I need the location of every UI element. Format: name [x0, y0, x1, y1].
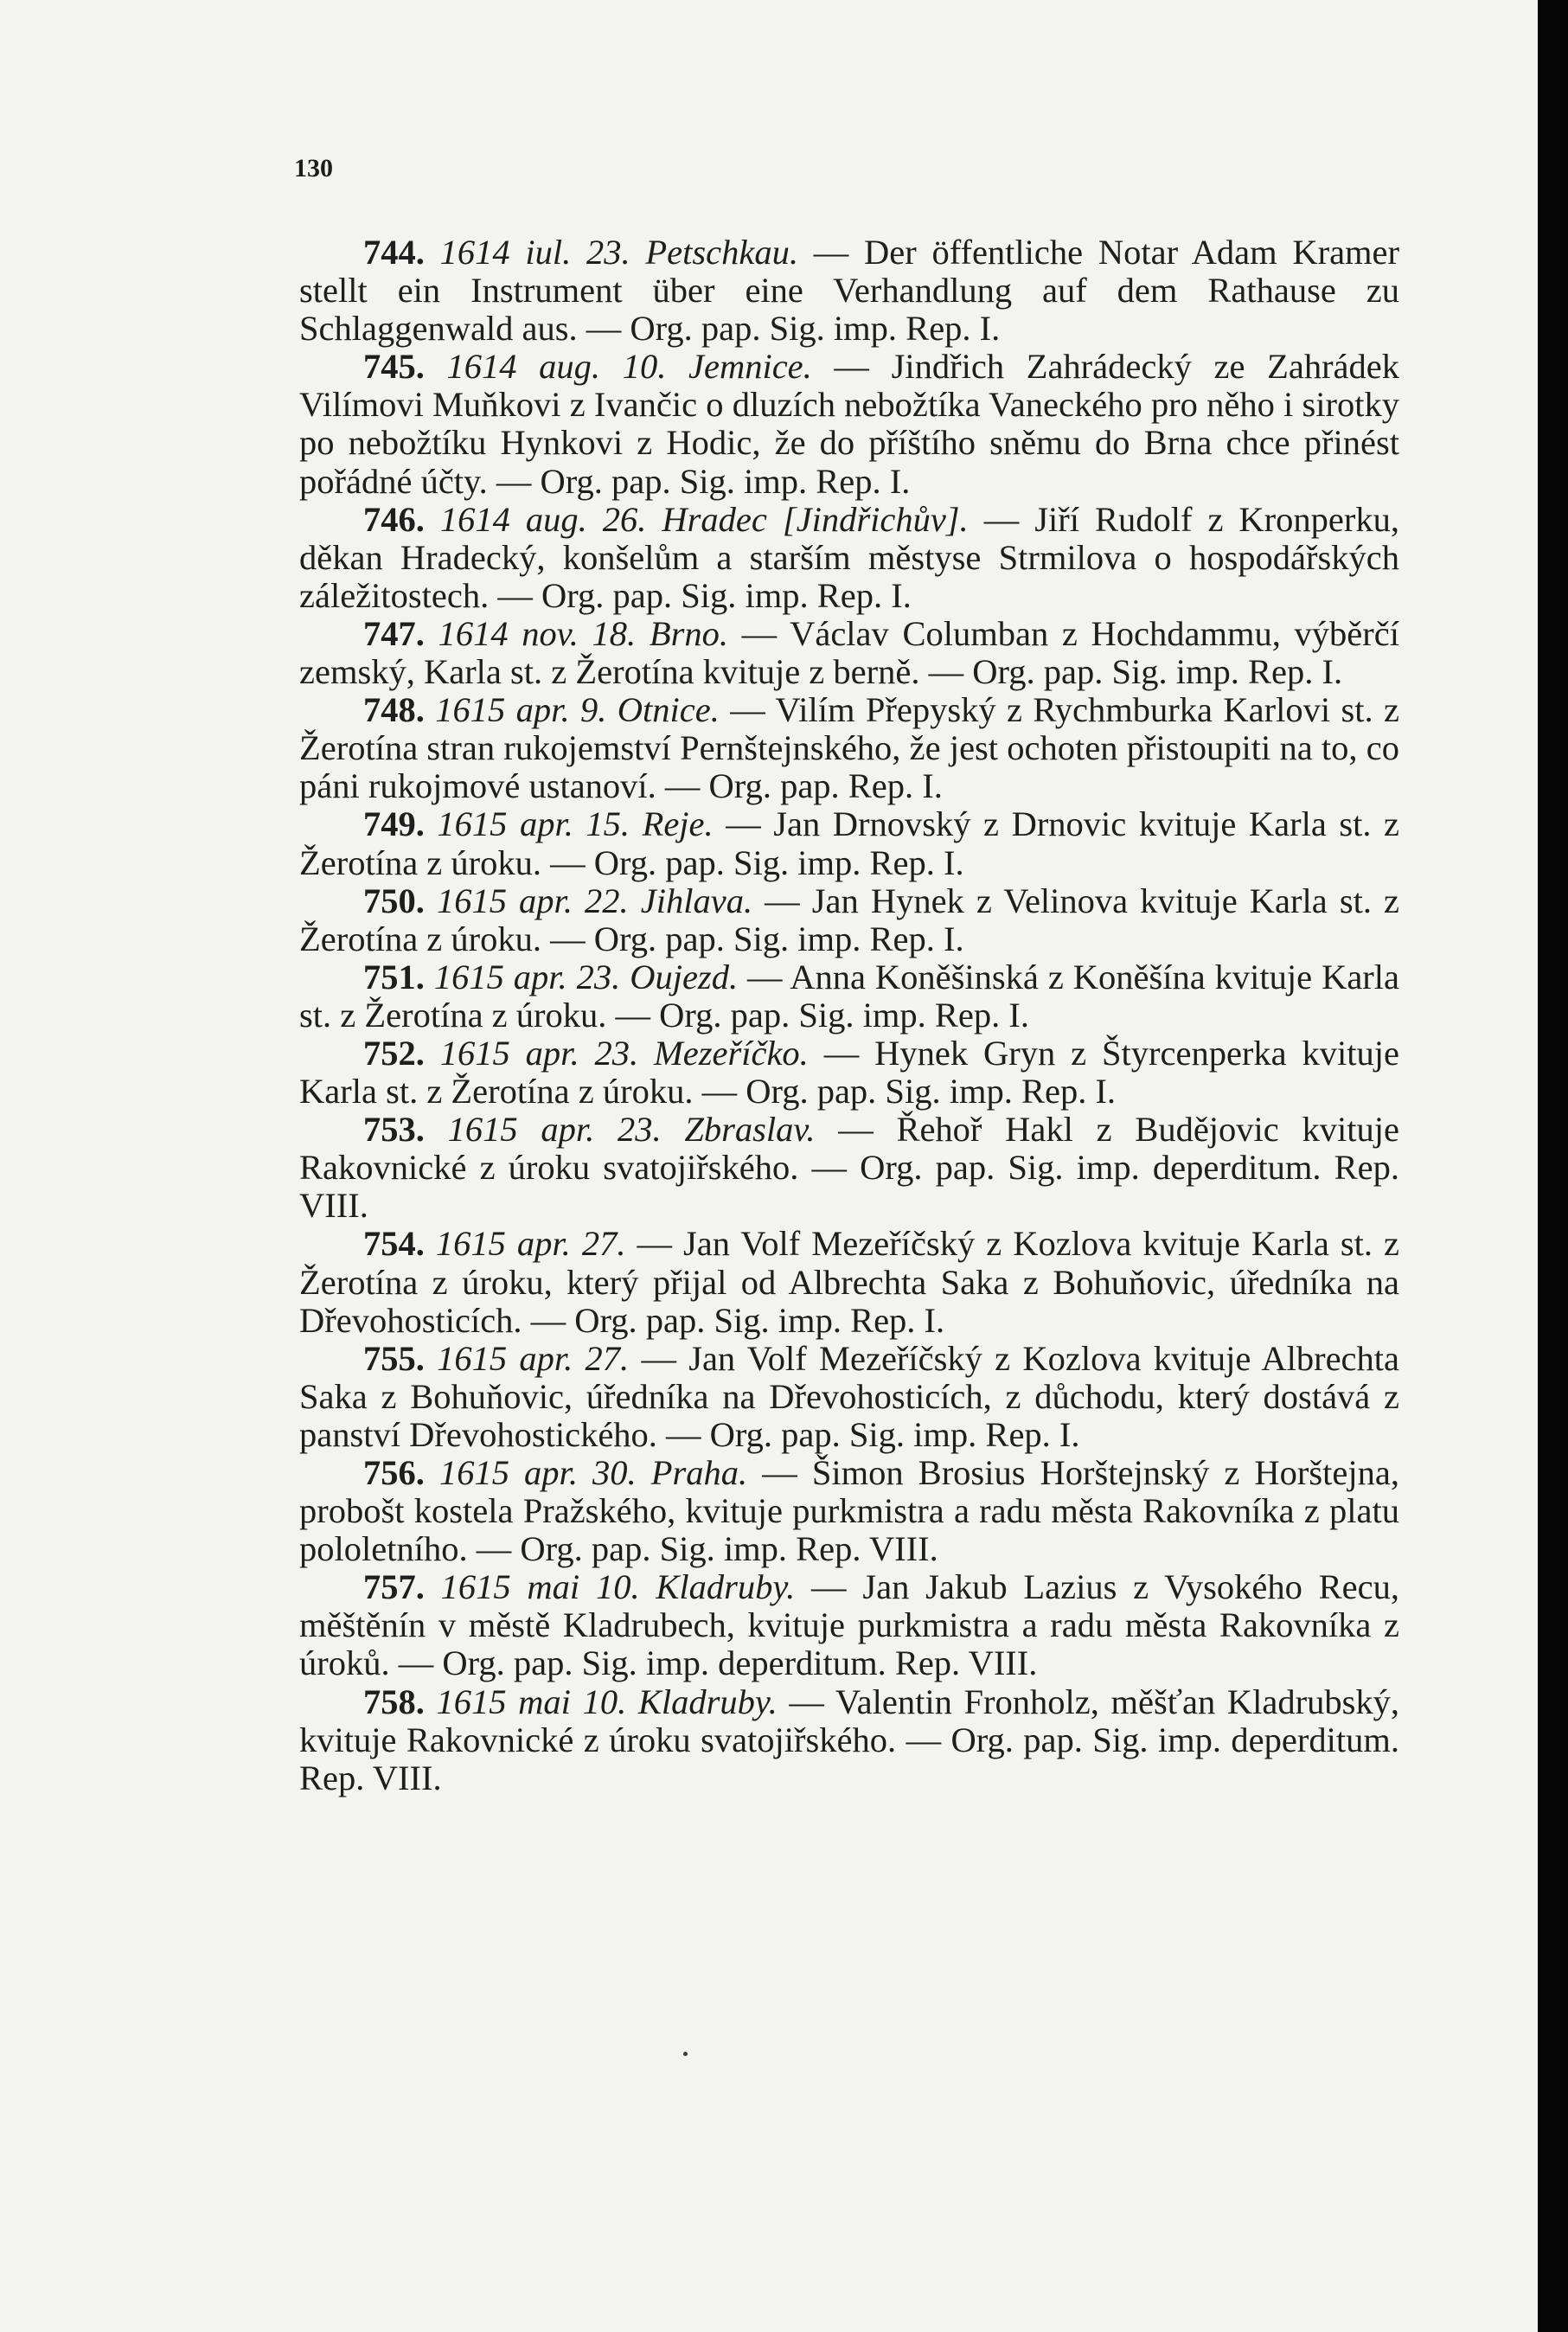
regest-entry	[299, 958, 1399, 1035]
entry-date: 1615 apr. 27.	[435, 1224, 626, 1264]
entry-place: Kladruby.	[637, 1682, 778, 1721]
entry-place: Reje.	[642, 804, 714, 844]
regest-entry	[299, 1111, 1399, 1225]
page-speck	[683, 2052, 688, 2056]
entry-number: 748.	[363, 690, 425, 730]
entry-number: 753.	[363, 1110, 425, 1150]
regest-entry	[299, 1568, 1399, 1682]
regest-entry	[299, 1035, 1399, 1111]
entry-place: Zbraslav.	[684, 1110, 816, 1150]
entry-text: — Jan Jakub Lazius z Vysokého Recu, měštěnín v městě Kladrubech, kvituje purkmistra a radu města Rakovníka z úroků. — Org. pap. Sig. imp. deperditum. Rep. VIII.	[299, 1567, 1399, 1683]
entry-text: — Šimon Brosius Horštejnský z Horštejna, probošt kostela Pražského, kvituje purkmistra a radu města Rakovníka z platu pololetního. — Org. pap. Sig. imp. Rep. VIII.	[299, 1453, 1400, 1569]
entry-date: 1615 apr. 23.	[433, 957, 621, 996]
entry-text: — Jan Hynek z Velinova kvituje Karla st. z Žerotína z úroku. — Org. pap. Sig. imp. Rep. I.	[299, 881, 1400, 958]
page-number: 130	[294, 154, 333, 183]
entry-number: 757.	[363, 1567, 425, 1607]
entry-text: — Jan Volf Mezeříčský z Kozlova kvituje Karla st. z Žerotína z úroku, který přijal od Albrechta Saka z Bohuňovic, úředníka na Dřevohosticích. — Org. pap. Sig. imp. Rep. I.	[299, 1224, 1399, 1340]
regest-entry	[299, 1683, 1399, 1797]
entry-text: — Jan Drnovský z Drnovic kvituje Karla st. z Žerotína z úroku. — Org. pap. Sig. imp. Rep. I.	[299, 804, 1399, 882]
entry-date: 1615 mai 10.	[440, 1567, 640, 1607]
entry-number: 747.	[363, 613, 425, 653]
entry-date: 1615 apr. 15.	[437, 804, 630, 844]
regest-entry	[299, 805, 1399, 881]
entry-number: 745.	[363, 347, 425, 387]
entry-number: 754.	[363, 1224, 425, 1264]
entry-date: 1614 nov. 18.	[438, 613, 637, 653]
entry-text: — Vilím Přepyský z Rychmburka Karlovi st. z Žerotína stran rukojemství Pernštejnského, že jest ochoten přistoupiti na to, co páni rukojmové ustanoví. — Org. pap. Rep. I.	[299, 690, 1400, 806]
entry-date: 1615 apr. 22.	[436, 881, 629, 920]
entry-number: 744.	[363, 233, 425, 272]
entry-text: — Řehoř Hakl z Budějovic kvituje Rakovnické z úroku svatojiřského. — Org. pap. Sig. imp. deperditum. Rep. VIII.	[299, 1110, 1399, 1226]
entry-number: 756.	[363, 1453, 425, 1492]
regest-entries	[299, 234, 1399, 1797]
entry-number: 755.	[363, 1338, 425, 1378]
entry-place: Petschkau.	[645, 233, 798, 272]
entry-text: — Hynek Gryn z Štyrcenperka kvituje Karla st. z Žerotína z úroku. — Org. pap. Sig. imp. Rep. I.	[299, 1033, 1400, 1112]
entry-number: 752.	[363, 1033, 425, 1073]
regest-entry	[299, 234, 1399, 348]
entry-text: — Valentin Fronholz, měšťan Kladrubský, kvituje Rakovnické z úroku svatojiřského. — Org. pap. Sig. imp. deperditum. Rep. VIII.	[299, 1682, 1400, 1797]
entry-date: 1615 apr. 23.	[447, 1110, 662, 1150]
entry-place: Mezeříčko.	[654, 1033, 809, 1073]
entry-date: 1615 mai 10.	[436, 1682, 627, 1721]
entry-number: 746.	[363, 499, 425, 539]
entry-date: 1614 aug. 26.	[439, 499, 647, 539]
entry-place: Praha.	[650, 1453, 748, 1492]
entry-text: — Der öffentliche Notar Adam Kramer stellt ein Instrument über eine Verhandlung auf dem Rathause zu Schlaggenwald aus. — Org. pap. Sig. imp. Rep. I.	[299, 233, 1400, 349]
entry-place: Jemnice.	[688, 347, 812, 387]
entry-place: Jihlava.	[640, 881, 753, 920]
regest-entry	[299, 615, 1399, 691]
entry-text: — Anna Koněšinská z Koněšína kvituje Karla st. z Žerotína z úroku. — Org. pap. Sig. imp. Rep. I.	[299, 957, 1400, 1035]
entry-date: 1615 apr. 30.	[438, 1453, 637, 1492]
entry-number: 750.	[363, 881, 425, 920]
regest-entry	[299, 1340, 1399, 1454]
entry-text: — Jan Volf Mezeříčský z Kozlova kvituje Albrechta Saka z Bohuňovic, úředníka na Dřevohosticích, z důchodu, který dostává z panství Dřevohostického. — Org. pap. Sig. imp. Rep. I.	[299, 1338, 1400, 1454]
regest-entry	[299, 501, 1399, 615]
scan-edge	[1538, 0, 1568, 2332]
entry-date: 1615 apr. 27.	[437, 1338, 630, 1378]
regest-entry	[299, 348, 1399, 500]
entry-place: Hradec [Jindřichův].	[662, 499, 969, 539]
entry-place: Kladruby.	[656, 1567, 796, 1607]
entry-date: 1615 apr. 9.	[435, 690, 607, 730]
entry-text: — Jiří Rudolf z Kronperku, děkan Hradecký, konšelům a starším městyse Strmilova o hospodářských záležitostech. — Org. pap. Sig. imp. Rep. I.	[299, 499, 1399, 615]
entry-place: Otnice.	[617, 690, 720, 730]
entry-text: — Václav Columban z Hochdammu, výběrčí zemský, Karla st. z Žerotína kvituje z berně. — Org. pap. Sig. imp. Rep. I.	[299, 613, 1400, 692]
entry-number: 751.	[363, 957, 425, 996]
entry-date: 1614 aug. 10.	[446, 347, 667, 387]
entry-place: Brno.	[649, 613, 728, 653]
entry-text: — Jindřich Zahrádecký ze Zahrádek Vilímovi Muňkovi z Ivančic o dluzích nebožtíka Vaneckého pro něho i sirotky po nebožtíku Hynkovi z Hodic, že do příštího sněmu do Brna chce přinést pořádné účty. — Org. pap. Sig. imp. Rep. I.	[299, 347, 1400, 501]
entry-number: 749.	[363, 804, 425, 844]
regest-entry	[299, 1225, 1399, 1339]
regest-entry	[299, 882, 1399, 958]
entry-number: 758.	[363, 1682, 425, 1721]
regest-entry	[299, 1454, 1399, 1568]
entry-date: 1614 iul. 23.	[439, 233, 630, 272]
entry-place: Oujezd.	[630, 957, 739, 996]
regest-entry	[299, 691, 1399, 805]
entry-date: 1615 apr. 23.	[439, 1033, 639, 1073]
